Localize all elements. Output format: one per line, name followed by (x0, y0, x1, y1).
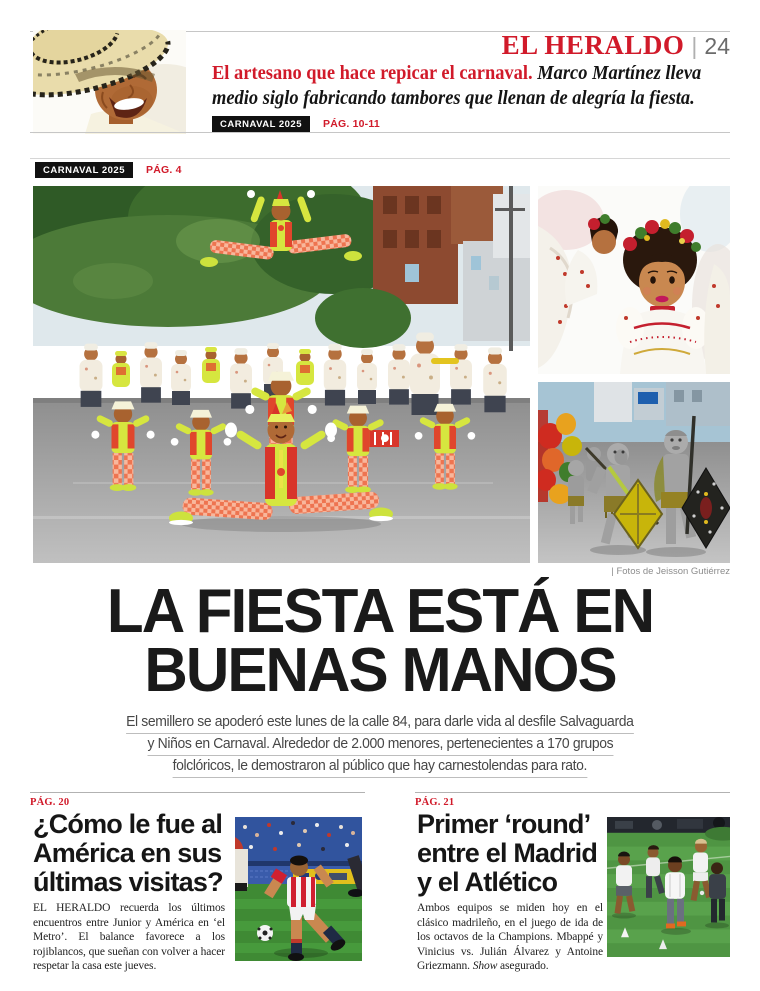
article-right-headline: Primer ‘round’ entre el Madrid y el Atlético (417, 809, 598, 897)
teaser-line-1 (212, 61, 734, 86)
article-right-body-start: Ambos equipos se miden hoy en el clásico madrileño, en el juego de ida de los octavos de la Champions. Mbappé y Vinicius vs. Julián Álvarez y Antoine Griezmann. (417, 902, 603, 972)
carnaval-badge: CARNAVAL 2025 (212, 116, 310, 132)
article-right-training-photo (607, 817, 730, 957)
teaser-badge-row (212, 116, 380, 132)
deck-line-3: folclóricos, le demostraron al público que hay carnestolendas para rato. (173, 756, 587, 778)
article-right-body-italic: Show (472, 960, 498, 972)
lead-headline-line-1: LA FIESTA ESTÁ EN (106, 577, 654, 646)
teaser-subtitle-1: Marco Martínez lleva (532, 62, 702, 84)
main-carnival-photo (33, 186, 530, 563)
section-rule (30, 158, 730, 159)
lead-deck (0, 712, 760, 778)
lead-page-ref: PÁG. 4 (146, 164, 182, 176)
article-left-page-ref: PÁG. 20 (30, 797, 70, 808)
deck-line (0, 712, 760, 734)
deck-line-1: El semillero se apoderó este lunes de la calle 84, para darle vida al desfile Salvaguarda (126, 712, 633, 734)
lead-headline-line-2: BUENAS MANOS (144, 636, 616, 705)
article-right-body-end: asegurado. (497, 960, 549, 972)
side-photo-silver-kids (538, 382, 730, 563)
side-photo-girl-dancer (538, 186, 730, 374)
deck-line (0, 734, 760, 756)
brand-logo: EL HERALDO (501, 30, 685, 60)
page-number: 24 (704, 33, 730, 59)
masthead-artisan-photo (33, 30, 186, 134)
photo-credit: | Fotos de Jeisson Gutiérrez (611, 566, 730, 577)
article-left-soccer-photo (235, 817, 362, 961)
masthead-separator: | (691, 33, 698, 59)
deck-line-2: y Niños en Carnaval. Alrededor de 2.000 menores, pertenecientes a 170 grupos (147, 734, 613, 756)
teaser-page-ref: PÁG. 10-11 (323, 118, 380, 130)
article-left-body: EL HERALDO recuerda los últimos encuentros entre Junior y América en ‘el Metro’. El balance favorece a los rojiblancos, que sueñan con volver a hacer respetar la casa este jueves. (33, 902, 225, 972)
article-rule-right (415, 792, 730, 793)
teaser-subtitle-2: medio siglo fabricando tambores que llenan de alegría la fiesta. (212, 87, 695, 109)
lead-headline (11, 577, 748, 705)
lead-badge-row (35, 162, 182, 178)
carnaval-badge: CARNAVAL 2025 (35, 162, 133, 178)
header-teaser (212, 61, 734, 111)
article-right-body (417, 901, 603, 974)
masthead (502, 30, 730, 61)
article-left-headline: ¿Cómo le fue al América en sus últimas visitas? (33, 809, 223, 897)
article-rule-left (30, 792, 365, 793)
deck-line (0, 756, 760, 778)
header-rule (30, 132, 730, 133)
article-right-page-ref: PÁG. 21 (415, 797, 455, 808)
teaser-title: El artesano que hace repicar el carnaval. (212, 62, 533, 84)
